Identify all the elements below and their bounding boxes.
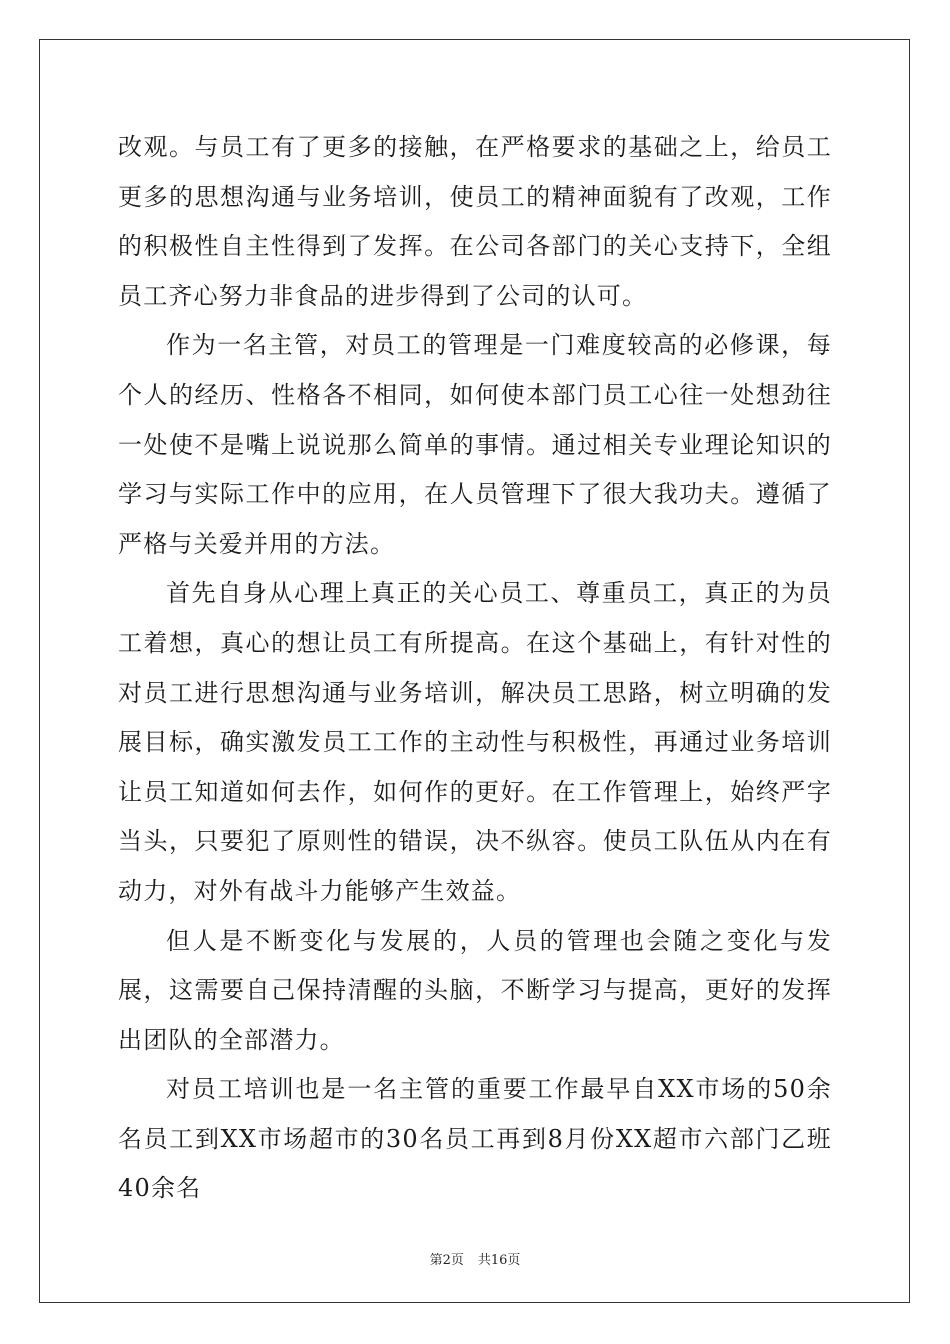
paragraph-1: 改观。与员工有了更多的接触，在严格要求的基础之上，给员工更多的思想沟通与业务培训，使员工的精神面貌有了改观，工作的积极性自主性得到了发挥。在公司各部门的关心支持下，全组员工齐心努力非食品的进步得到了公司的认可。 <box>118 133 832 310</box>
paragraph-4: 但人是不断变化与发展的，人员的管理也会随之变化与发展，这需要自己保持清醒的头脑，不断学习与提高，更好的发挥出团队的全部潜力。 <box>118 926 832 1054</box>
page-number: 第2页 <box>429 1253 464 1268</box>
page-footer <box>0 1249 950 1268</box>
document-body <box>118 123 832 1214</box>
paragraph-2: 作为一名主管，对员工的管理是一门难度较高的必修课，每个人的经历、性格各不相同，如何使本部门员工心往一处想劲往一处使不是嘴上说说那么简单的事情。通过相关专业理论知识的学习与实际工作中的应用，在人员管理下了很大我功夫。遵循了严格与关爱并用的方法。 <box>118 331 832 558</box>
page-total: 共16页 <box>477 1253 521 1268</box>
paragraph-5: 对员工培训也是一名主管的重要工作最早自XX市场的50余名员工到XX市场超市的30名员工再到8月份XX超市六部门乙班40余名 <box>118 1075 832 1203</box>
paragraph-3: 首先自身从心理上真正的关心员工、尊重员工，真正的为员工着想，真心的想让员工有所提高。在这个基础上，有针对性的对员工进行思想沟通与业务培训，解决员工思路，树立明确的发展目标，确实激发员工工作的主动性与积极性，再通过业务培训让员工知道如何去作，如何作的更好。在工作管理上，始终严字当头，只要犯了原则性的错误，决不纵容。使员工队伍从内在有动力，对外有战斗力能够产生效益。 <box>118 579 832 905</box>
